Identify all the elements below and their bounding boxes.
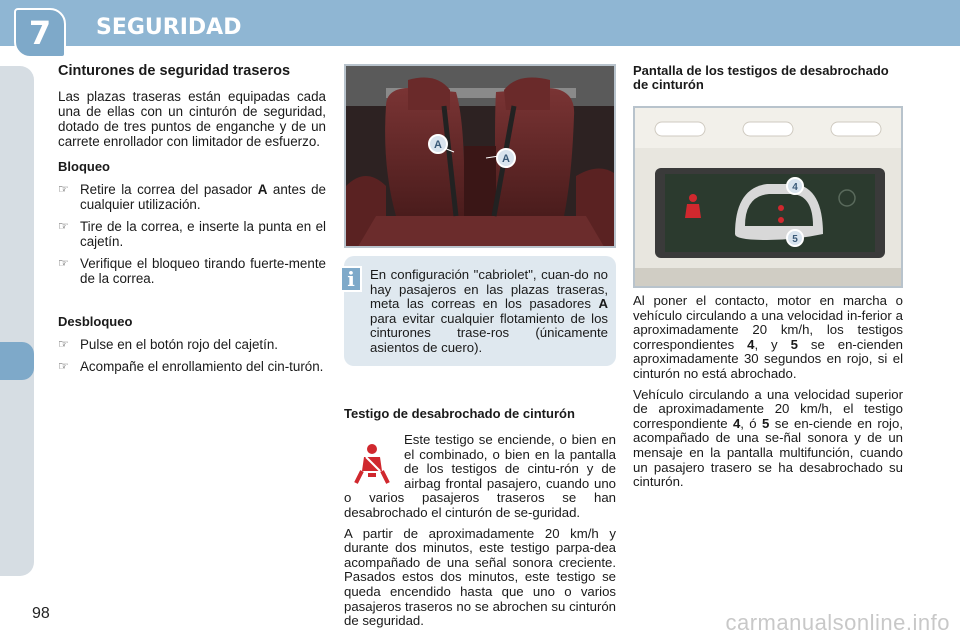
chapter-side-rail	[0, 66, 34, 576]
pointing-hand-icon: ☞	[58, 219, 69, 233]
rear-belts-intro: Las plazas traseras están equipadas cada una de ellas con un cinturón de seguridad, dotado de tres puntos de enganche y de un carrete enrollador con limitador de esfuerzo.	[58, 89, 326, 149]
indicator-screen-photo	[633, 106, 903, 288]
unlock-steps	[58, 337, 326, 374]
callout-5-label: 5	[792, 234, 798, 245]
list-item: ☞ Retire la correa del pasador A antes de cualquier utilización.	[58, 182, 327, 212]
pointing-hand-icon: ☞	[58, 256, 69, 270]
list-item: ☞ Tire de la correa, e inserte la punta en el cajetín.	[58, 219, 326, 249]
middle-column	[344, 64, 616, 635]
list-item: ☞ Acompañe el enrollamiento del cin-turón.	[58, 359, 324, 374]
indicator-paragraph-1: Al poner el contacto, motor en marcha o vehículo circulando a una velocidad in-ferior a aproximadamente 20 km/h, los testigos correspondientes 4, y 5 se en-cienden aproximadamente 30 segundos en rojo, si el cinturón no está abrochado.	[633, 293, 903, 381]
watermark: carmanualsonline.info	[725, 610, 950, 635]
info-icon: i	[340, 266, 362, 292]
callout-a-left-label: A	[434, 139, 442, 151]
callout-4-label: 4	[792, 182, 798, 193]
pointing-hand-icon: ☞	[58, 337, 69, 351]
chapter-number-tab: 7	[14, 8, 66, 58]
left-column	[58, 64, 326, 381]
pointing-hand-icon: ☞	[58, 182, 69, 196]
list-item: ☞ Verifique el bloqueo tirando fuerte-mente de la correa.	[58, 256, 326, 286]
rear-seats-photo	[344, 64, 616, 248]
warning-paragraph-2: A partir de aproximadamente 20 km/h y durante dos minutos, este testigo parpa-dea acompañado de una señal sonora creciente. Pasados estos dos minutos, este testigo se queda encendido hasta que uno o varios pasajeros traseros no se abrochen su cinturón de seguridad.	[344, 525, 616, 629]
right-column	[633, 64, 903, 496]
lock-steps	[58, 182, 326, 286]
rear-belts-heading: Cinturones de seguridad traseros	[58, 63, 291, 79]
chapter-side-tab	[0, 342, 34, 380]
lock-heading: Bloqueo	[58, 159, 110, 174]
seatbelt-warning-icon	[350, 441, 394, 485]
callout-a-right-label: A	[502, 153, 510, 165]
warning-lamp-heading: Testigo de desabrochado de cinturón	[344, 406, 575, 421]
pointing-hand-icon: ☞	[58, 359, 69, 373]
page-title: SEGURIDAD	[96, 15, 242, 40]
page-number: 98	[32, 605, 50, 622]
indicator-paragraph-2: Vehículo circulando a una velocidad superior de aproximadamente 20 km/h, el testigo correspondiente 4, ó 5 se en-ciende en rojo, acompañado de una se-ñal sonora y de un mensaje en la pantalla multifunción, cuando un pasajero trasero se ha desabrochado su cinturón.	[633, 386, 903, 490]
warning-lamp-section	[344, 433, 616, 629]
indicator-screen-heading: Pantalla de los testigos de desabrochado de cinturón	[633, 63, 889, 92]
list-item: ☞ Pulse en el botón rojo del cajetín.	[58, 337, 279, 352]
unlock-heading: Desbloqueo	[58, 314, 133, 329]
info-text: En configuración "cabriolet", cuan-do no hay pasajeros en las plazas traseras, meta las correas en los pasadores A para evitar cualquier flotamiento de los cinturones trase-ros (únicamente asientos de cuero).	[370, 267, 608, 355]
info-box	[344, 256, 616, 366]
warning-paragraph-1: Este testigo se enciende, o bien en el combinado, o bien en la pantalla de los testigos de cintu-rón y de airbag frontal pasajero, cuando uno o varios pasajeros traseros se han desabrochado el cinturón de se-guridad.	[344, 432, 616, 520]
